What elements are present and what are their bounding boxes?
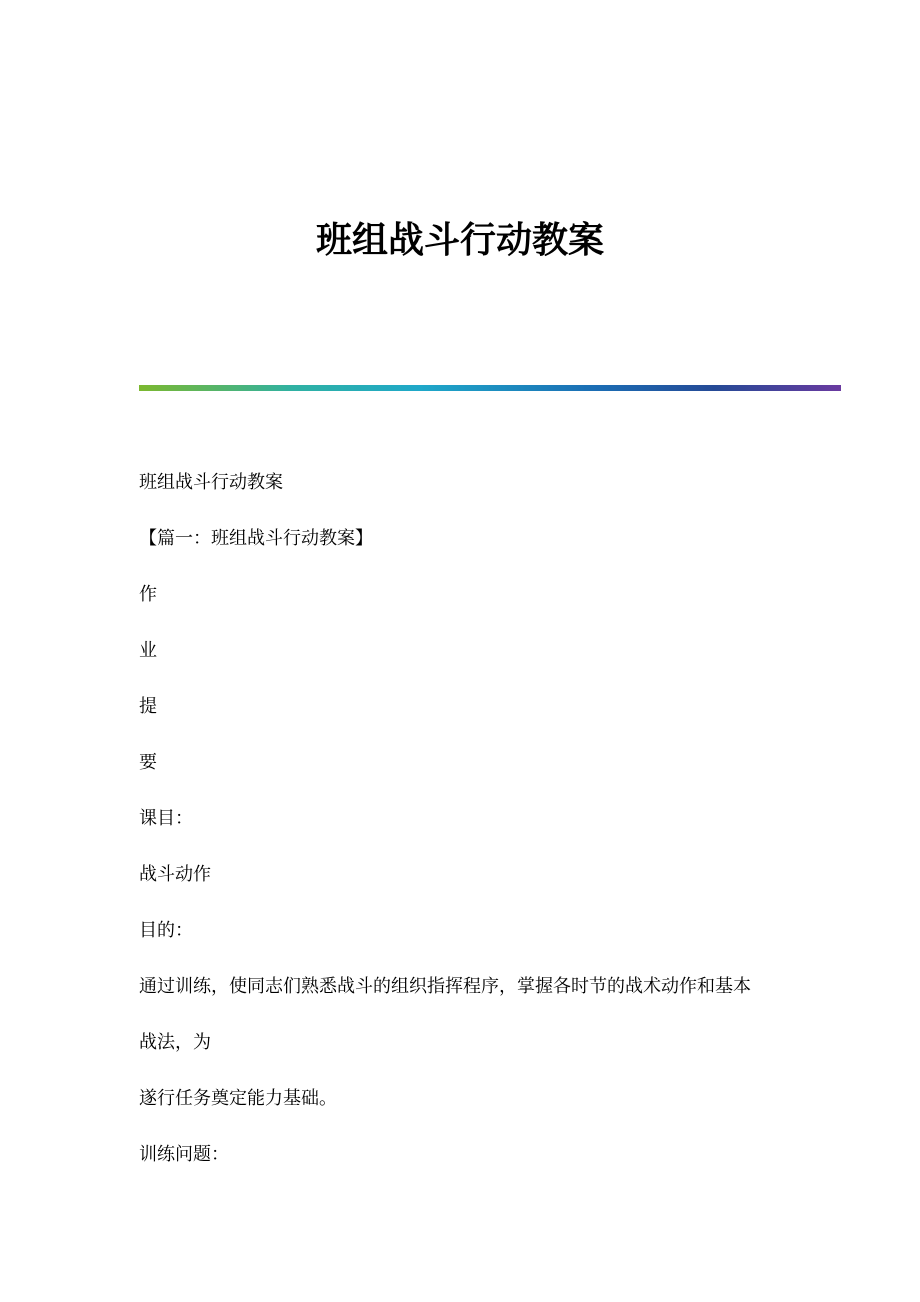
document-body bbox=[139, 466, 789, 1194]
body-line: 战法，为 bbox=[139, 1032, 211, 1053]
body-line: 通过训练，使同志们熟悉战斗的组织指挥程序，掌握各时节的战术动作和基本 bbox=[139, 976, 751, 997]
document-title: 班组战斗行动教案 bbox=[315, 219, 604, 261]
body-line: 班组战斗行动教案 bbox=[139, 472, 283, 493]
body-line: 遂行任务奠定能力基础。 bbox=[139, 1088, 337, 1109]
body-line: 要 bbox=[139, 752, 157, 773]
body-line: 训练问题： bbox=[139, 1144, 229, 1165]
body-line: 课目： bbox=[139, 808, 193, 829]
body-line: 目的： bbox=[139, 920, 193, 941]
title-divider bbox=[139, 385, 841, 391]
body-line: 战斗动作 bbox=[139, 864, 211, 885]
body-line: 提 bbox=[139, 696, 157, 717]
body-line: 业 bbox=[139, 640, 157, 661]
body-line: 作 bbox=[139, 584, 157, 605]
body-line: 【篇一：班组战斗行动教案】 bbox=[139, 528, 373, 549]
